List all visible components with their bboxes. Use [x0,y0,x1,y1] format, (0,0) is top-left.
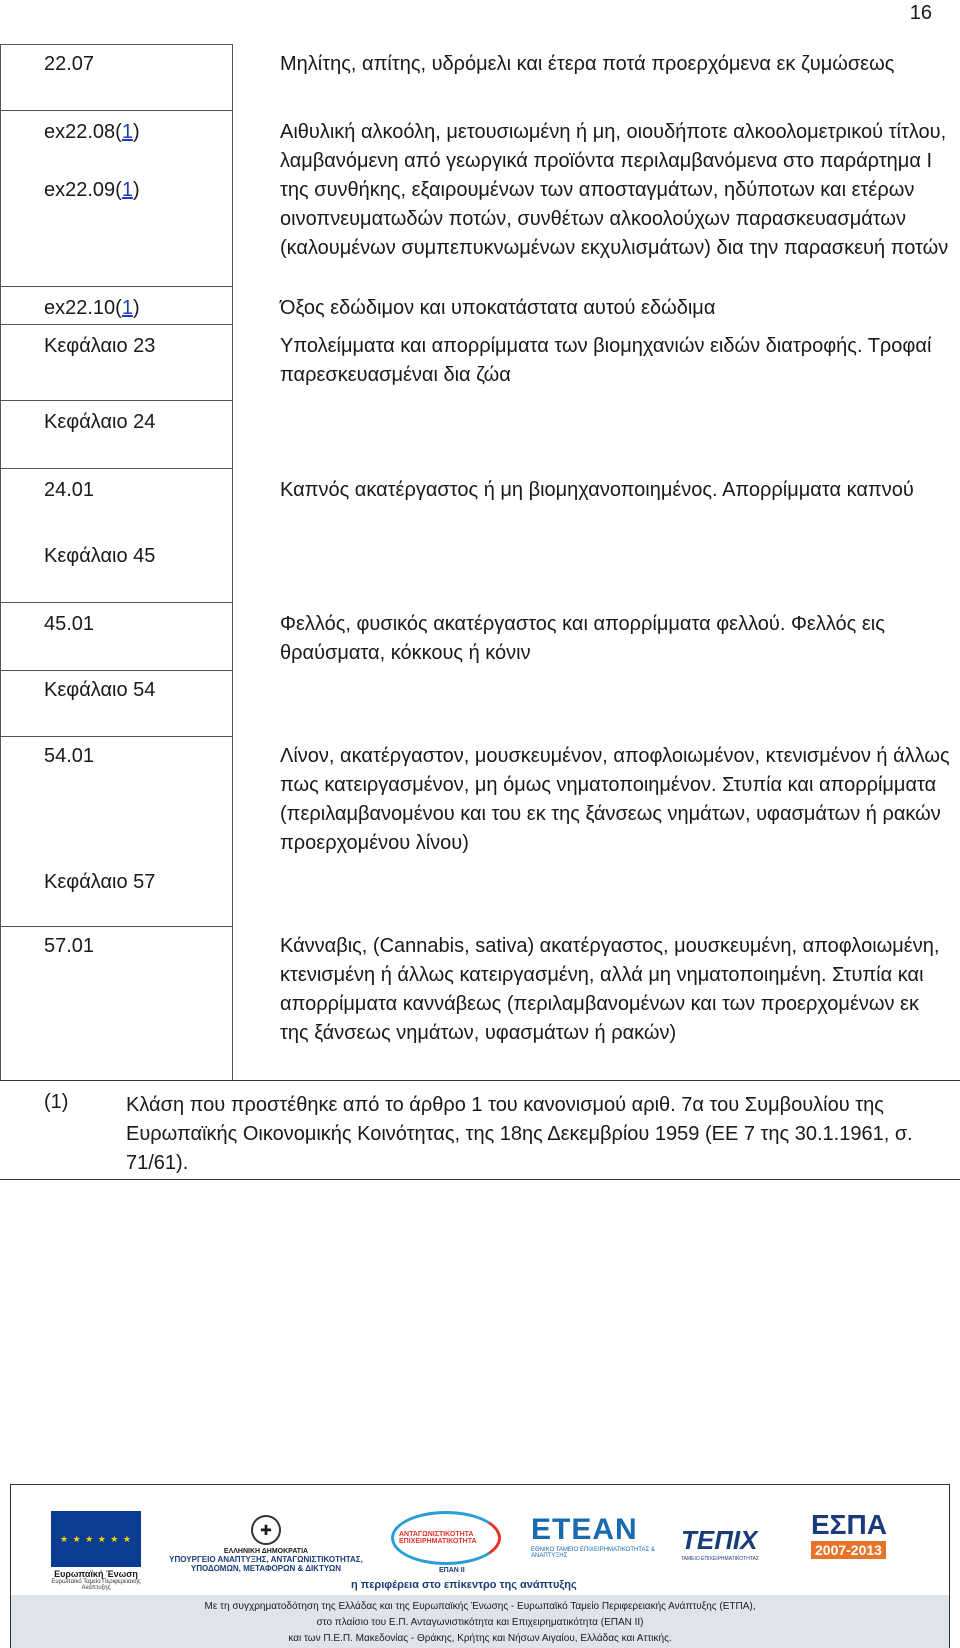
funding-footer [10,1484,950,1648]
footnote-box [0,1080,960,1180]
eu-logo [51,1511,141,1595]
espa-name: ΕΣΠΑ [811,1509,887,1540]
row-code: 54.01 [44,745,95,767]
tepix-logo [681,1525,781,1562]
footnote-text: Κλάση που προστέθηκε από το άρθρο 1 του κανονισμού αριθ. 7α του Συμβουλίου της Ευρωπαϊκής Οικονομικής Κοινότητας, της 18ης Δεκεμβρίου 1959 (ΕΕ 7 της 30.1.1961, σ. 71/61). [126,1094,913,1174]
cofund-line: και των Π.Ε.Π. Μακεδονίας - Θράκης, Κρήτης και Νήσων Αιγαίου, Ελλάδας και Αττικής. [288,1633,672,1644]
tepix-sub: ΤΑΜΕΙΟ ΕΠΙΧΕΙΡΗΜΑΤΙΚΟΤΗΤΑΣ [681,1556,759,1562]
eu-flag-icon: ★ ★ ★ ★ ★ ★ [51,1511,141,1567]
row-description: Κάνναβις, (Cannabis, sativa) ακατέργαστος, μουσκευμένη, αποφλοιωμένη, κτενισμένη ή άλλως κατειργασμένη, αλλά μη νηματοποιημένη. Στυπία και απορρίμματα καννάβεως (περιλαμβανομένων και των προερχομένων εκ της ξάνσεως νημάτων, υφασμάτων ή ρακών) [280,935,940,1044]
row-separator [0,736,232,737]
cofund-line: στο πλαίσιο του Ε.Π. Ανταγωνιστικότητα και Επιχειρηματικότητα (ΕΠΑΝ ΙΙ) [316,1617,644,1628]
table-top-border [0,44,232,45]
row-code: ex22.10(1) [44,297,140,319]
espa-years: 2007-2013 [811,1541,886,1559]
row-description: Μηλίτης, απίτης, υδρόμελι και έτερα ποτά προερχόμενα εκ ζυμώσεως [280,53,895,75]
row-separator [0,400,232,401]
row-code-ex2209 [44,176,140,205]
ministry-top: ΕΛΛΗΝΙΚΗ ΔΗΜΟΚΡΑΤΙΑ [223,1548,309,1555]
footnote-reference-link[interactable]: 1 [121,297,133,319]
page-number: 16 [909,2,932,24]
row-description: Καπνός ακατέργαστος ή μη βιομηχανοποιημένος. Απορρίμματα καπνού [280,479,914,501]
row-description: Υπολείμματα και απορρίμματα των βιομηχανιών ειδών διατροφής. Τροφαί παρεσκευασμέναι δια ζώα [280,335,932,386]
row-code: 57.01 [44,935,95,957]
row-code: 24.01 [44,479,95,501]
chapter-heading: Κεφάλαιο 54 [44,679,156,701]
greek-emblem-icon: ✚ [251,1515,281,1545]
row-separator [0,286,232,287]
cofunding-statement [11,1595,949,1648]
chapter-heading: Κεφάλαιο 45 [44,545,156,567]
row-separator [0,926,232,927]
ministry-logo [151,1515,381,1573]
etean-sub: ΕΘΝΙΚΟ ΤΑΜΕΙΟ ΕΠΙΧΕΙΡΗΜΑΤΙΚΟΤΗΤΑΣ & ΑΝΑΠΤΥΞΗΣ [531,1547,655,1559]
row-code: 22.07 [44,53,95,75]
footnote-reference-link[interactable]: 1 [121,121,133,143]
etean-name: ΕΤΕΑΝ [531,1513,638,1546]
row-description: Φελλός, φυσικός ακατέργαστος και απορρίμματα φελλού. Φελλός εις θραύσματα, κόκκους ή κόνιν [280,613,885,664]
espa-logo [811,1509,921,1589]
logo-row [11,1485,949,1595]
chapter-heading: Κεφάλαιο 57 [44,871,156,893]
epan-logo [391,1511,511,1581]
row-code-ex2208 [44,118,140,147]
table-left-border [0,44,1,1080]
footnote-reference-link[interactable]: 1 [121,179,133,201]
epan-top: ΑΝΤΑΓΩΝΙΣΤΙΚΟΤΗΤΑ ΕΠΙΧΕΙΡΗΜΑΤΙΚΟΤΗΤΑ [399,1531,477,1545]
ministry-name: ΥΠΟΥΡΓΕΙΟ ΑΝΑΠΤΥΞΗΣ, ΑΝΤΑΓΩΝΙΣΤΙΚΟΤΗΤΑΣ, ΥΠΟΔΟΜΩΝ, ΜΕΤΑΦΟΡΩΝ & ΔΙΚΤΥΩΝ [169,1555,363,1573]
cofund-line: Με τη συγχρηματοδότηση της Ελλάδας και της Ευρωπαϊκής Ένωσης - Ευρωπαϊκό Ταμείο Περιφερειακής Ανάπτυξης (ΕΤΠΑ), [204,1601,756,1612]
epan-bottom: ΕΠΑΝ II [439,1567,465,1574]
row-code: 45.01 [44,613,95,635]
slogan: η περιφέρεια στο επίκεντρο της ανάπτυξης [351,1579,577,1591]
row-description: Αιθυλική αλκοόλη, μετουσιωμένη ή μη, οιουδήποτε αλκοολομετρικού τίτλου, λαμβανόμενη από γεωργικά προϊόντα περιλαμβανόμενα στο παράρτημα Ι της συνθήκης, εξαιρουμένων των αποσταγμάτων, ηδύποτων και ετέρων οινοπνευματωδών ποτών, συνθέτων αλκοολούχων παρασκευασμάτων (καλουμένων συμπεπυκνωμένων εκχυλισμάτων) δια την παρασκευή ποτών [280,121,949,259]
row-separator [0,324,232,325]
row-separator [0,110,232,111]
etean-logo [531,1513,661,1573]
eu-caption: Ευρωπαϊκή Ένωση [54,1569,138,1579]
chapter-heading: Κεφάλαιο 24 [44,411,156,433]
row-separator [0,670,232,671]
footnote-marker: (1) [44,1091,69,1113]
row-description: Όξος εδώδιμον και υποκατάστατα αυτού εδώδιμα [280,297,716,319]
row-separator [0,602,232,603]
tepix-name: ΤΕΠΙΧ [681,1525,758,1555]
code-text: ex22.08(1) [44,121,140,143]
row-description: Λίνον, ακατέργαστον, μουσκευμένον, αποφλοιωμένον, κτενισμένον ή άλλως πως κατειργασμένον, μη όμως νηματοποιημένον. Στυπία και απορρίμματα (περιλαμβανομένου και του εκ της ξάνσεως νημάτων, υφασμάτων ή ρακών προερχομένου λίνου) [280,745,950,854]
row-separator [0,468,232,469]
eu-subcaption: Ευρωπαϊκό Ταμείο Περιφερειακής Ανάπτυξης [51,1579,141,1591]
chapter-heading: Κεφάλαιο 23 [44,335,156,357]
code-text: ex22.09(1) [44,179,140,201]
column-divider [232,44,233,1080]
